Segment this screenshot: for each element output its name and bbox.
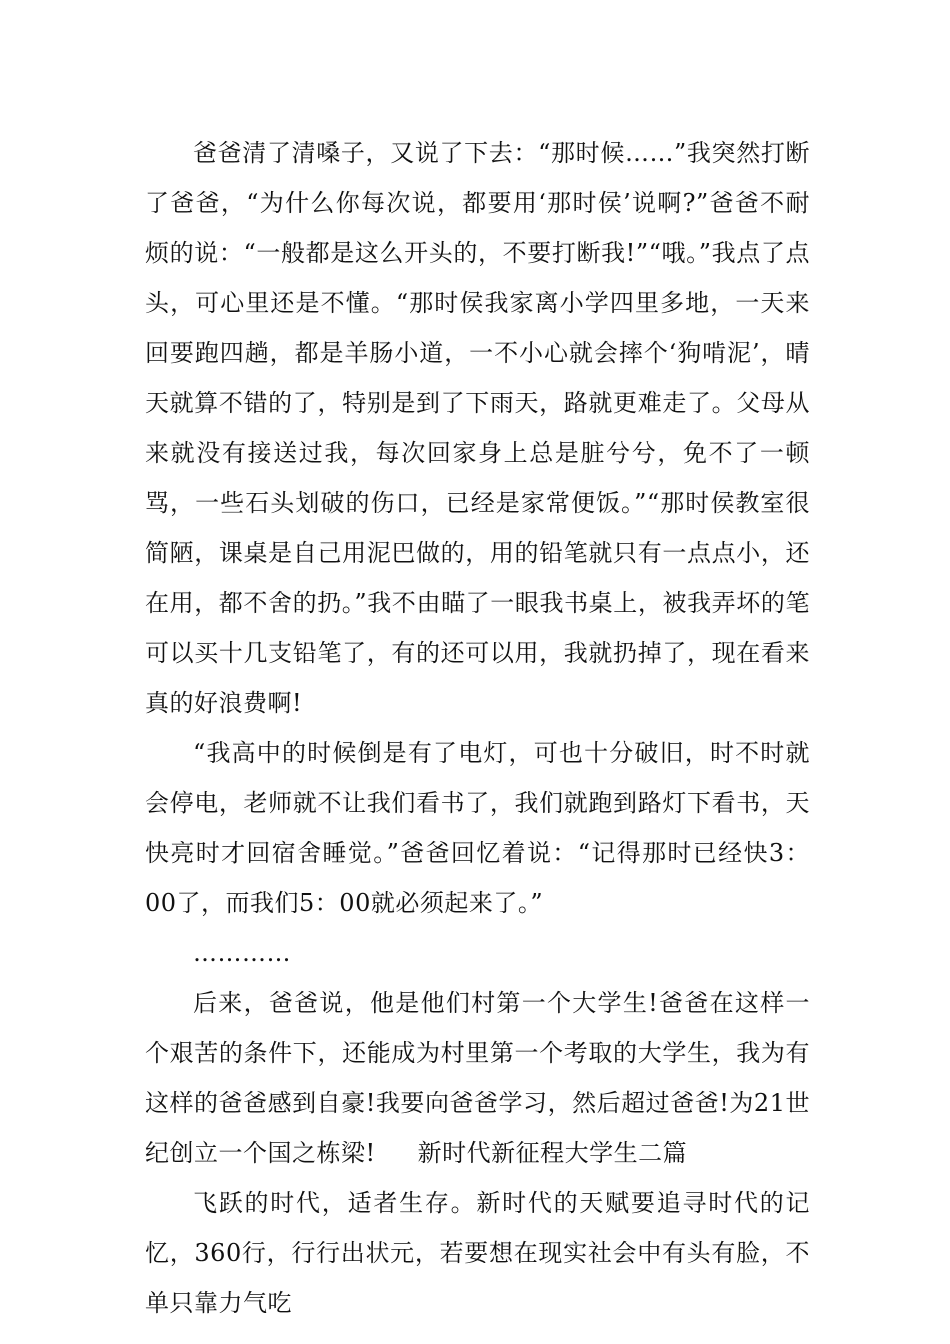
- paragraph-father-story: 爸爸清了清嗓子，又说了下去：“那时候……”我突然打断了爸爸，“为什么你每次说，都要用‘那时侯’说啊?”爸爸不耐烦的说：“一般都是这么开头的，不要打断我!”“哦。”我点了点头，可心里还是不懂。“那时侯我家离小学四里多地，一天来回要跑四趟，都是羊肠小道，一不小心就会摔个‘狗啃泥’，晴天就算不错的了，特别是到了下雨天，路就更难走了。父母从来就没有接送过我，每次回家身上总是脏兮兮，免不了一顿骂，一些石头划破的伤口，已经是家常便饭。”“那时侯教室很简陋，课桌是自己用泥巴做的，用的铅笔就只有一点点小，还在用，都不舍的扔。”我不由瞄了一眼我书桌上，被我弄坏的笔可以买十几支铅笔了，有的还可以用，我就扔掉了，现在看来真的好浪费啊!: [145, 139, 810, 717]
- paragraph-conclusion: [145, 978, 810, 1178]
- conclusion-text: 后来，爸爸说，他是他们村第一个大学生!爸爸在这样一个艰苦的条件下，还能成为村里第一个考取的大学生，我为有这样的爸爸感到自豪!我要向爸爸学习，然后超过爸爸!为21世纪创立一个国之栋梁!: [145, 989, 810, 1167]
- document-body: [145, 128, 810, 1328]
- paragraph-high-school: “我高中的时候倒是有了电灯，可也十分破旧，时不时就会停电，老师就不让我们看书了，我们就跑到路灯下看书，天快亮时才回宿舍睡觉。”爸爸回忆着说：“记得那时已经快3：00了，而我们5：00就必须起来了。”: [145, 739, 810, 917]
- ellipsis-separator: …………: [193, 939, 291, 967]
- section-heading: 新时代新征程大学生二篇: [417, 1139, 688, 1167]
- paragraph-new-era: 飞跃的时代，适者生存。新时代的天赋要追寻时代的记忆，360行，行行出状元，若要想在现实社会中有头有脸，不单只靠力气吃: [145, 1189, 810, 1317]
